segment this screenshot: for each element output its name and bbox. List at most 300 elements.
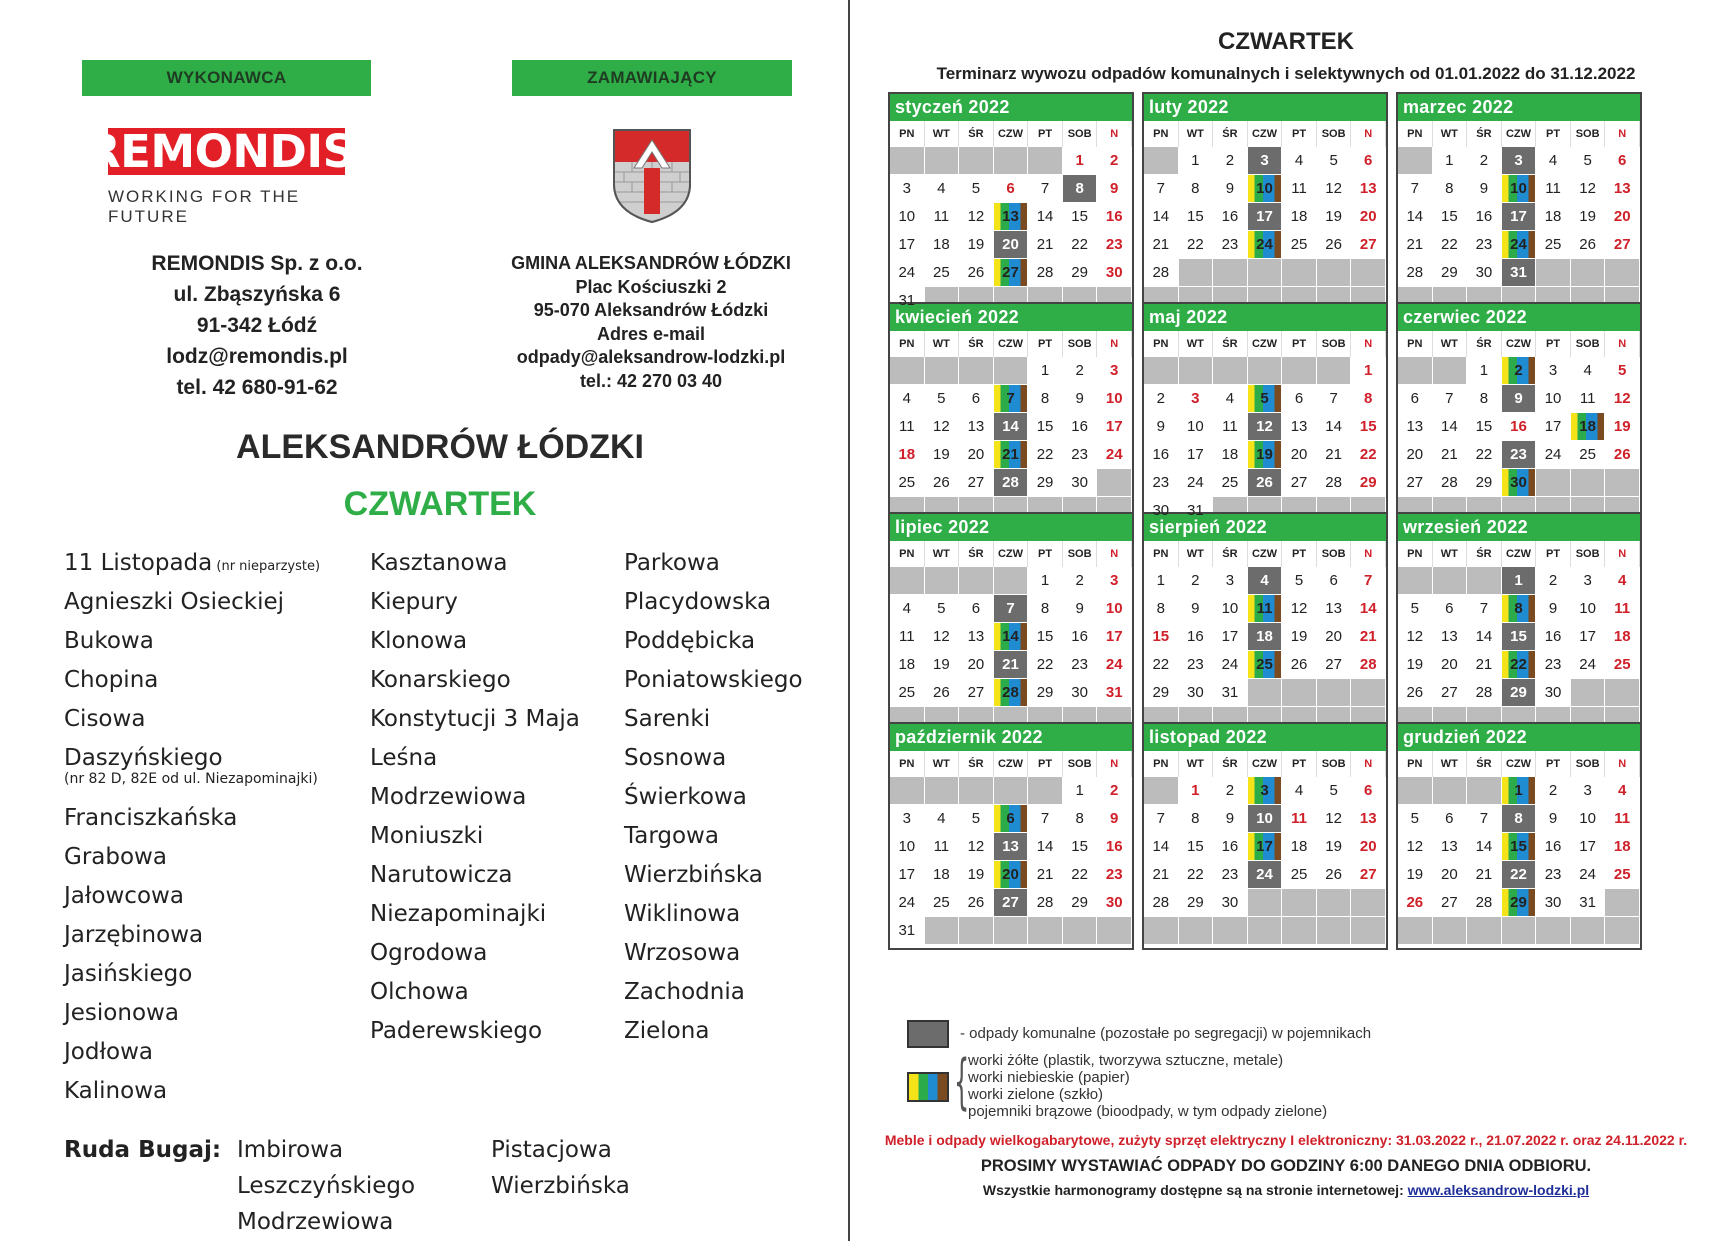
- day-cell: 1: [1179, 777, 1214, 805]
- street-name: Niezapominajki: [370, 901, 547, 927]
- day-cell: 16: [1536, 623, 1571, 651]
- weekday-header: ŚR: [1213, 751, 1248, 777]
- day-cell: 24: [1536, 441, 1571, 469]
- empty-cell: [1398, 357, 1433, 385]
- weekday-header: WT: [1433, 541, 1468, 567]
- day-cell: 26: [1571, 231, 1606, 259]
- day-cell: 23: [1213, 861, 1248, 889]
- weekday-header: PT: [1282, 331, 1317, 357]
- month-calendar: [1396, 92, 1642, 320]
- street-note: (nr 82 D, 82E od ul. Niezapominajki): [64, 771, 318, 787]
- day-cell: 18: [1605, 833, 1640, 861]
- day-cell: 18: [1282, 833, 1317, 861]
- empty-cell: [1282, 357, 1317, 385]
- weekday-header: ŚR: [1467, 751, 1502, 777]
- street-name: Jałowcowa: [64, 883, 184, 909]
- month-calendar: [1142, 92, 1388, 320]
- empty-cell: [890, 357, 925, 385]
- day-cell: 9: [1467, 175, 1502, 203]
- day-cell: 2: [1467, 147, 1502, 175]
- day-cell: 3: [1097, 567, 1132, 595]
- ruda-bugaj-label: Ruda Bugaj:: [64, 1137, 222, 1163]
- weekday-header: SOB: [1317, 751, 1352, 777]
- month-title: kwiecień 2022: [890, 304, 1132, 331]
- empty-cell: [1351, 259, 1386, 287]
- day-cell: 4: [925, 805, 960, 833]
- weekday-header: WT: [1179, 331, 1214, 357]
- day-cell: 3: [1248, 777, 1283, 805]
- weekday-header: SOB: [1571, 121, 1606, 147]
- day-cell: 25: [1248, 651, 1283, 679]
- day-cell: 30: [1144, 497, 1179, 525]
- day-cell: 30: [1097, 889, 1132, 917]
- time-notice: PROSIMY WYSTAWIAĆ ODPADY DO GODZINY 6:00 DANEGO DNIA ODBIORU.: [980, 1157, 1592, 1175]
- empty-cell: [1179, 917, 1214, 945]
- day-cell: 23: [1213, 231, 1248, 259]
- weekday-header: WT: [925, 121, 960, 147]
- day-cell: 17: [1179, 441, 1214, 469]
- day-cell: 9: [1213, 805, 1248, 833]
- address-line: odpady@aleksandrow-lodzki.pl: [516, 347, 786, 367]
- day-cell: 27: [1317, 651, 1352, 679]
- day-cell: 14: [1467, 833, 1502, 861]
- day-cell: 24: [1213, 651, 1248, 679]
- day-cell: 18: [890, 441, 925, 469]
- weekday-header: PT: [1028, 751, 1063, 777]
- weekday-header: PN: [1398, 121, 1433, 147]
- day-cell: 8: [1144, 595, 1179, 623]
- day-cell: 31: [890, 287, 925, 315]
- empty-cell: [1351, 917, 1386, 945]
- day-cell: 8: [1502, 805, 1537, 833]
- empty-cell: [994, 357, 1029, 385]
- address-line: REMONDIS Sp. z o.o.: [151, 252, 363, 275]
- empty-cell: [1282, 679, 1317, 707]
- weekday-header: WT: [1433, 331, 1468, 357]
- day-cell: 1: [1028, 567, 1063, 595]
- weekday-header: CZW: [1502, 331, 1537, 357]
- day-cell: 10: [1097, 385, 1132, 413]
- empty-cell: [959, 777, 994, 805]
- empty-cell: [1282, 917, 1317, 945]
- weekday-header: CZW: [1502, 121, 1537, 147]
- day-cell: 8: [1467, 385, 1502, 413]
- day-cell: 28: [1028, 889, 1063, 917]
- day-cell: 5: [959, 175, 994, 203]
- street-name: Chopina: [64, 667, 159, 693]
- weekday-header: ŚR: [959, 331, 994, 357]
- street-name: Sarenki: [624, 706, 711, 732]
- empty-cell: [1248, 259, 1283, 287]
- day-cell: 24: [1248, 861, 1283, 889]
- day-cell: 27: [959, 469, 994, 497]
- day-cell: 13: [994, 833, 1029, 861]
- day-cell: 12: [925, 623, 960, 651]
- brace-icon: {: [954, 1047, 970, 1117]
- day-cell: 3: [1213, 567, 1248, 595]
- day-cell: 13: [994, 203, 1029, 231]
- day-cell: 21: [1467, 861, 1502, 889]
- day-cell: 22: [1351, 441, 1386, 469]
- day-cell: 25: [1282, 231, 1317, 259]
- weekday-header: PT: [1028, 541, 1063, 567]
- empty-cell: [1398, 147, 1433, 175]
- empty-cell: [1213, 917, 1248, 945]
- day-cell: 23: [1097, 231, 1132, 259]
- day-cell: 22: [1063, 231, 1098, 259]
- day-cell: 20: [1351, 833, 1386, 861]
- street-name: Modrzewiowa: [237, 1209, 394, 1235]
- day-cell: 13: [1605, 175, 1640, 203]
- day-cell: 27: [1398, 469, 1433, 497]
- day-cell: 16: [1179, 623, 1214, 651]
- day-cell: 28: [1028, 259, 1063, 287]
- street-name: Parkowa: [624, 550, 720, 576]
- day-cell: 24: [890, 259, 925, 287]
- weekday-header: ŚR: [1467, 331, 1502, 357]
- day-heading: CZWARTEK: [343, 485, 537, 523]
- day-cell: 24: [1571, 651, 1606, 679]
- day-cell: 15: [1179, 833, 1214, 861]
- day-cell: 8: [1028, 385, 1063, 413]
- weekday-header: ŚR: [1467, 121, 1502, 147]
- day-cell: 31: [1213, 679, 1248, 707]
- day-cell: 9: [1063, 595, 1098, 623]
- weekday-header: WT: [1179, 541, 1214, 567]
- day-cell: 27: [994, 259, 1029, 287]
- day-cell: 5: [925, 385, 960, 413]
- day-cell: 26: [925, 679, 960, 707]
- day-cell: 13: [1351, 805, 1386, 833]
- empty-cell: [925, 147, 960, 175]
- street-name: Zielona: [624, 1018, 710, 1044]
- day-cell: 6: [994, 175, 1029, 203]
- street-name: Paderewskiego: [370, 1018, 543, 1044]
- day-cell: 22: [1502, 651, 1537, 679]
- day-cell: 4: [1282, 147, 1317, 175]
- empty-cell: [1536, 259, 1571, 287]
- street-name: Sosnowa: [624, 745, 727, 771]
- weekday-header: ŚR: [1213, 121, 1248, 147]
- weekday-header: PN: [1144, 751, 1179, 777]
- weekday-header: SOB: [1317, 331, 1352, 357]
- day-cell: 10: [1502, 175, 1537, 203]
- day-cell: 29: [1144, 679, 1179, 707]
- day-cell: 18: [1282, 203, 1317, 231]
- weekday-header: PN: [890, 121, 925, 147]
- weekday-header: PN: [890, 331, 925, 357]
- day-cell: 12: [1605, 385, 1640, 413]
- day-cell: 16: [1144, 441, 1179, 469]
- day-cell: 22: [1144, 651, 1179, 679]
- day-cell: 8: [1351, 385, 1386, 413]
- day-cell: 21: [1144, 861, 1179, 889]
- empty-cell: [1605, 259, 1640, 287]
- day-cell: 6: [1282, 385, 1317, 413]
- day-cell: 10: [1179, 413, 1214, 441]
- day-cell: 17: [890, 861, 925, 889]
- street-name: Targowa: [624, 823, 719, 849]
- day-cell: 15: [1502, 623, 1537, 651]
- day-cell: 22: [1179, 861, 1214, 889]
- street-name: Grabowa: [64, 844, 167, 870]
- day-cell: 8: [1502, 595, 1537, 623]
- empty-cell: [1028, 777, 1063, 805]
- day-cell: 17: [1248, 203, 1283, 231]
- day-cell: 1: [1063, 147, 1098, 175]
- day-cell: 28: [1467, 889, 1502, 917]
- legend-grey-text: - odpady komunalne (pozostałe po segregacji) w pojemnikach: [960, 1025, 1372, 1042]
- day-cell: 1: [1028, 357, 1063, 385]
- month-calendar: [888, 512, 1134, 740]
- city-heading: ALEKSANDRÓW ŁÓDZKI: [236, 428, 644, 466]
- day-cell: 15: [1063, 833, 1098, 861]
- day-cell: 17: [1097, 413, 1132, 441]
- day-cell: 14: [1028, 833, 1063, 861]
- day-cell: 19: [1282, 623, 1317, 651]
- day-cell: 23: [1536, 861, 1571, 889]
- day-cell: 30: [1063, 679, 1098, 707]
- empty-cell: [1144, 777, 1179, 805]
- day-cell: 23: [1536, 651, 1571, 679]
- legend-item: worki zielone (szkło): [968, 1086, 1104, 1103]
- street-name: Wierzbińska: [491, 1173, 630, 1199]
- day-cell: 7: [1028, 805, 1063, 833]
- weekday-header: WT: [925, 331, 960, 357]
- day-cell: 10: [1097, 595, 1132, 623]
- day-cell: 20: [1398, 441, 1433, 469]
- day-cell: 19: [925, 441, 960, 469]
- month-title: czerwiec 2022: [1398, 304, 1640, 331]
- street-name: 11 Listopada (nr nieparzyste): [64, 550, 321, 576]
- day-cell: 26: [959, 889, 994, 917]
- day-cell: 2: [1536, 567, 1571, 595]
- street-name: Leśna: [370, 745, 438, 771]
- day-cell: 21: [1351, 623, 1386, 651]
- day-cell: 21: [994, 441, 1029, 469]
- day-cell: 7: [1467, 805, 1502, 833]
- day-cell: 29: [1433, 259, 1468, 287]
- street-name: Kiepury: [370, 589, 458, 615]
- day-cell: 16: [1536, 833, 1571, 861]
- day-cell: 16: [1213, 833, 1248, 861]
- empty-cell: [994, 917, 1029, 945]
- day-cell: 6: [1433, 805, 1468, 833]
- day-cell: 9: [1502, 385, 1537, 413]
- day-cell: 29: [1063, 259, 1098, 287]
- day-cell: 23: [1179, 651, 1214, 679]
- day-cell: 27: [1351, 231, 1386, 259]
- day-cell: 22: [1502, 861, 1537, 889]
- day-cell: 5: [1398, 595, 1433, 623]
- day-cell: 10: [1571, 595, 1606, 623]
- street-name: Agnieszki Osieckiej: [64, 589, 285, 615]
- day-cell: 19: [1248, 441, 1283, 469]
- day-cell: 4: [1605, 777, 1640, 805]
- day-cell: 3: [1248, 147, 1283, 175]
- day-cell: 31: [1097, 679, 1132, 707]
- day-cell: 27: [994, 889, 1029, 917]
- day-cell: 25: [890, 469, 925, 497]
- day-cell: 3: [1179, 385, 1214, 413]
- day-cell: 28: [1144, 259, 1179, 287]
- street-name: Pistacjowa: [491, 1137, 612, 1163]
- empty-cell: [1433, 917, 1468, 945]
- day-cell: 14: [994, 623, 1029, 651]
- day-cell: 15: [1063, 203, 1098, 231]
- empty-cell: [1179, 259, 1214, 287]
- street-name: Wrzosowa: [624, 940, 741, 966]
- weekday-header: PT: [1536, 751, 1571, 777]
- day-cell: 14: [1467, 623, 1502, 651]
- day-cell: 22: [1028, 651, 1063, 679]
- day-cell: 21: [1028, 231, 1063, 259]
- month-calendar: [1142, 512, 1388, 740]
- street-name: Ogrodowa: [370, 940, 488, 966]
- day-cell: 7: [1433, 385, 1468, 413]
- weekday-header: WT: [925, 751, 960, 777]
- street-name: Wierzbińska: [624, 862, 763, 888]
- day-cell: 13: [1398, 413, 1433, 441]
- day-cell: 12: [1571, 175, 1606, 203]
- day-cell: 16: [1097, 203, 1132, 231]
- legend-item: worki niebieskie (papier): [968, 1069, 1130, 1086]
- empty-cell: [890, 147, 925, 175]
- website-link[interactable]: www.aleksandrow-lodzki.pl: [1407, 1182, 1590, 1198]
- day-cell: 28: [994, 679, 1029, 707]
- weekday-header: N: [1097, 751, 1132, 777]
- month-title: maj 2022: [1144, 304, 1386, 331]
- day-cell: 21: [1467, 651, 1502, 679]
- day-cell: 8: [1179, 175, 1214, 203]
- day-cell: 4: [1536, 147, 1571, 175]
- street-name: Wiklinowa: [624, 901, 741, 927]
- day-cell: 4: [925, 175, 960, 203]
- empty-cell: [1467, 777, 1502, 805]
- month-title: styczeń 2022: [890, 94, 1132, 121]
- weekday-header: SOB: [1063, 541, 1098, 567]
- weekday-header: PN: [1144, 121, 1179, 147]
- contractor-address: [92, 248, 422, 403]
- day-cell: 29: [1179, 889, 1214, 917]
- day-cell: 19: [925, 651, 960, 679]
- day-cell: 14: [1317, 413, 1352, 441]
- day-cell: 8: [1179, 805, 1214, 833]
- empty-cell: [1213, 357, 1248, 385]
- empty-cell: [994, 147, 1029, 175]
- day-cell: 1: [1144, 567, 1179, 595]
- day-cell: 13: [1433, 623, 1468, 651]
- street-name: Świerkowa: [624, 784, 747, 810]
- day-cell: 29: [1028, 679, 1063, 707]
- day-cell: 24: [1179, 469, 1214, 497]
- day-cell: 31: [1502, 259, 1537, 287]
- weekday-header: WT: [1179, 751, 1214, 777]
- day-cell: 18: [925, 861, 960, 889]
- empty-cell: [1028, 917, 1063, 945]
- street-note: (nr nieparzyste): [212, 559, 321, 574]
- weekday-header: SOB: [1317, 541, 1352, 567]
- empty-cell: [1063, 917, 1098, 945]
- legend-color-swatch: [907, 1072, 949, 1102]
- day-cell: 30: [1097, 259, 1132, 287]
- day-cell: 6: [1351, 777, 1386, 805]
- day-cell: 28: [1351, 651, 1386, 679]
- day-cell: 8: [1433, 175, 1468, 203]
- weekday-header: PT: [1282, 541, 1317, 567]
- day-cell: 12: [1282, 595, 1317, 623]
- day-cell: 4: [1282, 777, 1317, 805]
- month-calendar: [888, 92, 1134, 320]
- legend-item: pojemniki brązowe (bioodpady, w tym odpady zielone): [968, 1103, 1328, 1120]
- day-cell: 20: [959, 441, 994, 469]
- weekday-header: PT: [1536, 331, 1571, 357]
- day-cell: 28: [1144, 889, 1179, 917]
- day-cell: 6: [1398, 385, 1433, 413]
- weekday-header: PT: [1028, 121, 1063, 147]
- day-cell: 2: [1097, 147, 1132, 175]
- weekday-header: PN: [1144, 541, 1179, 567]
- day-cell: 1: [1351, 357, 1386, 385]
- day-cell: 29: [1502, 679, 1537, 707]
- address-line: lodz@remondis.pl: [166, 345, 348, 368]
- day-cell: 30: [1063, 469, 1098, 497]
- contractor-tag: WYKONAWCA: [82, 60, 371, 96]
- empty-cell: [1317, 679, 1352, 707]
- weekday-header: ŚR: [959, 121, 994, 147]
- day-cell: 29: [1351, 469, 1386, 497]
- ruda-streets-column-2: [491, 1132, 630, 1204]
- weekday-header: PT: [1282, 751, 1317, 777]
- day-cell: 3: [1097, 357, 1132, 385]
- day-cell: 26: [1317, 231, 1352, 259]
- day-cell: 30: [1502, 469, 1537, 497]
- day-cell: 1: [1502, 777, 1537, 805]
- legend-item: worki żółte (plastik, tworzywa sztuczne, metale): [968, 1052, 1284, 1069]
- day-cell: 5: [1605, 357, 1640, 385]
- day-cell: 2: [1502, 357, 1537, 385]
- day-cell: 10: [890, 203, 925, 231]
- street-name: Poddębicka: [624, 628, 756, 654]
- day-cell: 27: [1282, 469, 1317, 497]
- weekday-header: N: [1605, 331, 1640, 357]
- day-cell: 18: [1536, 203, 1571, 231]
- day-cell: 18: [1213, 441, 1248, 469]
- day-cell: 19: [1571, 203, 1606, 231]
- weekday-header: N: [1351, 541, 1386, 567]
- empty-cell: [1248, 889, 1283, 917]
- day-cell: 16: [1502, 413, 1537, 441]
- day-cell: 22: [1433, 231, 1468, 259]
- day-cell: 13: [1317, 595, 1352, 623]
- day-cell: 26: [1398, 679, 1433, 707]
- empty-cell: [925, 777, 960, 805]
- day-cell: 7: [1317, 385, 1352, 413]
- day-cell: 31: [1179, 497, 1214, 525]
- weekday-header: SOB: [1317, 121, 1352, 147]
- day-cell: 20: [1433, 651, 1468, 679]
- day-cell: 11: [925, 833, 960, 861]
- day-cell: 25: [1571, 441, 1606, 469]
- day-cell: 26: [925, 469, 960, 497]
- empty-cell: [1433, 777, 1468, 805]
- day-cell: 16: [1213, 203, 1248, 231]
- empty-cell: [925, 357, 960, 385]
- day-cell: 24: [1571, 861, 1606, 889]
- weekday-header: WT: [1179, 121, 1214, 147]
- empty-cell: [1351, 679, 1386, 707]
- month-title: listopad 2022: [1144, 724, 1386, 751]
